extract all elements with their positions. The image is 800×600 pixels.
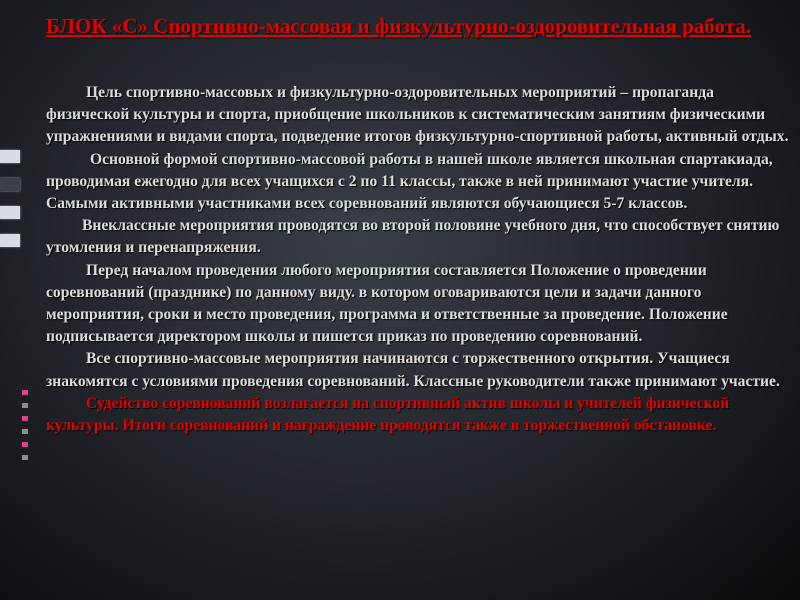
decor-tick — [22, 390, 28, 395]
slide-body — [46, 82, 791, 437]
paragraph-goal: Цель спортивно-массовых и физкультурно-оздоровительных мероприятий – пропаганда физической культуры и спорта, приобщение школьников к систематическим занятиям физическими упражнениями и видами спорта, подведение итогов физкультурно-спортивной работы, активный отдых. — [46, 84, 789, 146]
decor-bar — [0, 206, 20, 219]
paragraph-extracurricular: Внеклассные мероприятия проводятся во второй половине учебного дня, что способствует снятию утомления и перенапряжения. — [46, 217, 780, 257]
paragraph-judging: Судейство соревнований возлагается на спортивный актив школы и учителей физической культуры. Итоги соревнований и награждение проводятся также в торжественной обстановке. — [46, 394, 730, 435]
decor-tick — [22, 442, 28, 447]
decor-tick — [22, 416, 28, 421]
left-decoration-ticks — [22, 390, 29, 468]
decor-bar — [0, 150, 20, 163]
paragraph-regulations: Перед началом проведения любого мероприятия составляется Положение о проведении соревнований (празднике) по данному виду. в котором оговариваются цели и задачи данного мероприятия, сроки и место проведения, программа и ответственные за проведение. Положение подписывается директором школы и пишется приказ по проведению соревнований. — [46, 261, 728, 346]
decor-tick — [22, 403, 28, 408]
decor-bar — [0, 234, 20, 247]
paragraph-opening: Все спортивно-массовые мероприятия начинаются с торжественного открытия. Учащиеся знакомятся с условиями проведения соревнований. Классные руководители также принимают участие. — [46, 350, 780, 390]
left-decoration-bars — [0, 150, 20, 262]
slide-title: БЛОК «С» Спортивно-массовая и физкультурно-оздоровительная работа. — [46, 14, 752, 38]
decor-tick — [22, 455, 28, 460]
decor-bar — [0, 178, 20, 191]
paragraph-spartakiad: Основной формой спортивно-массовой работы в нашей школе является школьная спартакиада, проводимая ежегодно для всех учащихся с 2 по 11 классы, также в ней принимают участие учителя. Самыми активными участниками всех соревнований являются обучающиеся 5-7 классов. — [46, 150, 773, 213]
decor-tick — [22, 429, 28, 434]
